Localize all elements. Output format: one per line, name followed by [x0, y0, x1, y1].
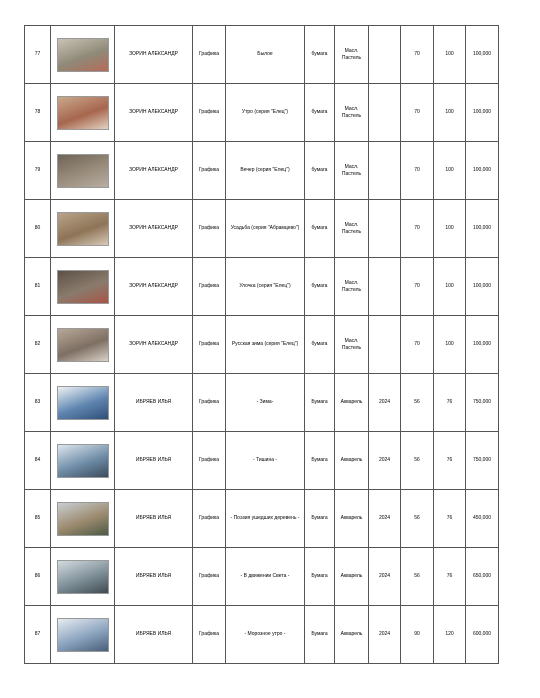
year-cell — [369, 258, 401, 316]
year-cell — [369, 316, 401, 374]
width-cell: 100 — [434, 316, 466, 374]
artist-name-cell: ИБРЯЕВ ИЛЬЯ — [115, 606, 193, 664]
technique-cell: Масл. Пастель — [335, 26, 369, 84]
technique-cell: Акварель — [335, 548, 369, 606]
artist-name-cell: ИБРЯЕВ ИЛЬЯ — [115, 432, 193, 490]
lot-number-cell: 80 — [25, 200, 51, 258]
year-cell — [369, 84, 401, 142]
width-cell: 76 — [434, 548, 466, 606]
catalog-rows — [25, 26, 499, 664]
artwork-title-cell: - Морозное утро - — [226, 606, 305, 664]
lot-number-cell: 78 — [25, 84, 51, 142]
technique-cell: Масл. Пастель — [335, 84, 369, 142]
height-cell: 56 — [401, 548, 434, 606]
category-cell: Графика — [193, 142, 226, 200]
artist-name-cell: ЗОРИН АЛЕКСАНДР — [115, 26, 193, 84]
technique-cell: Акварель — [335, 432, 369, 490]
artwork-title-cell: - Тишина - — [226, 432, 305, 490]
lot-number-cell: 86 — [25, 548, 51, 606]
year-cell: 2024 — [369, 548, 401, 606]
year-cell: 2024 — [369, 606, 401, 664]
height-cell: 70 — [401, 142, 434, 200]
artist-name-cell: ЗОРИН АЛЕКСАНДР — [115, 258, 193, 316]
category-cell: Графика — [193, 84, 226, 142]
category-cell: Графика — [193, 258, 226, 316]
table-row — [25, 606, 499, 664]
artwork-thumbnail-image — [57, 560, 109, 594]
price-cell: 100,000 — [466, 258, 499, 316]
artwork-title-cell: Русская зима (серия "Елец") — [226, 316, 305, 374]
category-cell: Графика — [193, 316, 226, 374]
thumbnail-cell — [51, 490, 115, 548]
material-cell: бумага — [305, 142, 335, 200]
width-cell: 76 — [434, 374, 466, 432]
category-cell: Графика — [193, 200, 226, 258]
table-row — [25, 548, 499, 606]
technique-cell: Масл. Пастель — [335, 142, 369, 200]
height-cell: 70 — [401, 258, 434, 316]
year-cell — [369, 142, 401, 200]
price-cell: 600,000 — [466, 606, 499, 664]
price-cell: 100,000 — [466, 84, 499, 142]
material-cell: Бумага — [305, 548, 335, 606]
width-cell: 76 — [434, 432, 466, 490]
width-cell: 100 — [434, 200, 466, 258]
category-cell: Графика — [193, 432, 226, 490]
height-cell: 56 — [401, 374, 434, 432]
category-cell: Графика — [193, 26, 226, 84]
year-cell — [369, 200, 401, 258]
material-cell: бумага — [305, 258, 335, 316]
artwork-title-cell: Утро (серия "Елец") — [226, 84, 305, 142]
width-cell: 76 — [434, 490, 466, 548]
height-cell: 90 — [401, 606, 434, 664]
year-cell: 2024 — [369, 432, 401, 490]
thumbnail-cell — [51, 84, 115, 142]
material-cell: Бумага — [305, 432, 335, 490]
technique-cell: Масл. Пастель — [335, 316, 369, 374]
width-cell: 100 — [434, 26, 466, 84]
thumbnail-cell — [51, 548, 115, 606]
height-cell: 70 — [401, 316, 434, 374]
artwork-title-cell: Усадьба (серия "Абрамцево") — [226, 200, 305, 258]
thumbnail-cell — [51, 142, 115, 200]
thumbnail-cell — [51, 374, 115, 432]
thumbnail-cell — [51, 26, 115, 84]
artwork-thumbnail-image — [57, 386, 109, 420]
lot-number-cell: 77 — [25, 26, 51, 84]
width-cell: 100 — [434, 142, 466, 200]
artwork-thumbnail-image — [57, 96, 109, 130]
lot-number-cell: 84 — [25, 432, 51, 490]
height-cell: 56 — [401, 432, 434, 490]
height-cell: 70 — [401, 200, 434, 258]
material-cell: бумага — [305, 26, 335, 84]
material-cell: Бумага — [305, 606, 335, 664]
table-row — [25, 490, 499, 548]
artist-name-cell: ЗОРИН АЛЕКСАНДР — [115, 316, 193, 374]
lot-number-cell: 82 — [25, 316, 51, 374]
year-cell: 2024 — [369, 374, 401, 432]
material-cell: бумага — [305, 200, 335, 258]
technique-cell: Масл. Пастель — [335, 200, 369, 258]
price-cell: 100,000 — [466, 316, 499, 374]
material-cell: бумага — [305, 84, 335, 142]
table-row — [25, 258, 499, 316]
category-cell: Графика — [193, 548, 226, 606]
width-cell: 100 — [434, 258, 466, 316]
thumbnail-cell — [51, 432, 115, 490]
lot-number-cell: 81 — [25, 258, 51, 316]
artist-name-cell: ЗОРИН АЛЕКСАНДР — [115, 200, 193, 258]
price-cell: 750,000 — [466, 432, 499, 490]
artwork-title-cell: Вечер (серия "Елец") — [226, 142, 305, 200]
table-row — [25, 200, 499, 258]
height-cell: 70 — [401, 84, 434, 142]
material-cell: Бумага — [305, 374, 335, 432]
year-cell: 2024 — [369, 490, 401, 548]
lot-number-cell: 79 — [25, 142, 51, 200]
category-cell: Графика — [193, 374, 226, 432]
artwork-thumbnail-image — [57, 38, 109, 72]
table-row — [25, 432, 499, 490]
artwork-thumbnail-image — [57, 444, 109, 478]
material-cell: бумага — [305, 316, 335, 374]
width-cell: 120 — [434, 606, 466, 664]
price-cell: 450,000 — [466, 490, 499, 548]
artwork-thumbnail-image — [57, 270, 109, 304]
technique-cell: Акварель — [335, 606, 369, 664]
artwork-thumbnail-image — [57, 502, 109, 536]
artist-name-cell: ЗОРИН АЛЕКСАНДР — [115, 84, 193, 142]
artwork-title-cell: Улочка (серия "Елец") — [226, 258, 305, 316]
thumbnail-cell — [51, 606, 115, 664]
price-cell: 100,000 — [466, 142, 499, 200]
artist-name-cell: ЗОРИН АЛЕКСАНДР — [115, 142, 193, 200]
height-cell: 56 — [401, 490, 434, 548]
price-cell: 750,000 — [466, 374, 499, 432]
height-cell: 70 — [401, 26, 434, 84]
material-cell: Бумага — [305, 490, 335, 548]
thumbnail-cell — [51, 258, 115, 316]
catalog-table — [24, 25, 499, 664]
price-cell: 100,000 — [466, 26, 499, 84]
price-cell: 650,000 — [466, 548, 499, 606]
artwork-title-cell: Былое — [226, 26, 305, 84]
technique-cell: Масл. Пастель — [335, 258, 369, 316]
artist-name-cell: ИБРЯЕВ ИЛЬЯ — [115, 548, 193, 606]
table-row — [25, 142, 499, 200]
artwork-thumbnail-image — [57, 212, 109, 246]
width-cell: 100 — [434, 84, 466, 142]
lot-number-cell: 83 — [25, 374, 51, 432]
artwork-title-cell: - В движении Света - — [226, 548, 305, 606]
artist-name-cell: ИБРЯЕВ ИЛЬЯ — [115, 490, 193, 548]
technique-cell: Акварель — [335, 374, 369, 432]
artwork-thumbnail-image — [57, 328, 109, 362]
thumbnail-cell — [51, 316, 115, 374]
artwork-thumbnail-image — [57, 618, 109, 652]
thumbnail-cell — [51, 200, 115, 258]
category-cell: Графика — [193, 606, 226, 664]
artwork-title-cell: - Поэзия ушедших деревень - — [226, 490, 305, 548]
table-row — [25, 374, 499, 432]
artist-name-cell: ИБРЯЕВ ИЛЬЯ — [115, 374, 193, 432]
category-cell: Графика — [193, 490, 226, 548]
year-cell — [369, 26, 401, 84]
price-cell: 100,000 — [466, 200, 499, 258]
artwork-title-cell: - Зима- — [226, 374, 305, 432]
lot-number-cell: 87 — [25, 606, 51, 664]
technique-cell: Акварель — [335, 490, 369, 548]
lot-number-cell: 85 — [25, 490, 51, 548]
table-row — [25, 26, 499, 84]
artwork-thumbnail-image — [57, 154, 109, 188]
table-row — [25, 316, 499, 374]
table-row — [25, 84, 499, 142]
